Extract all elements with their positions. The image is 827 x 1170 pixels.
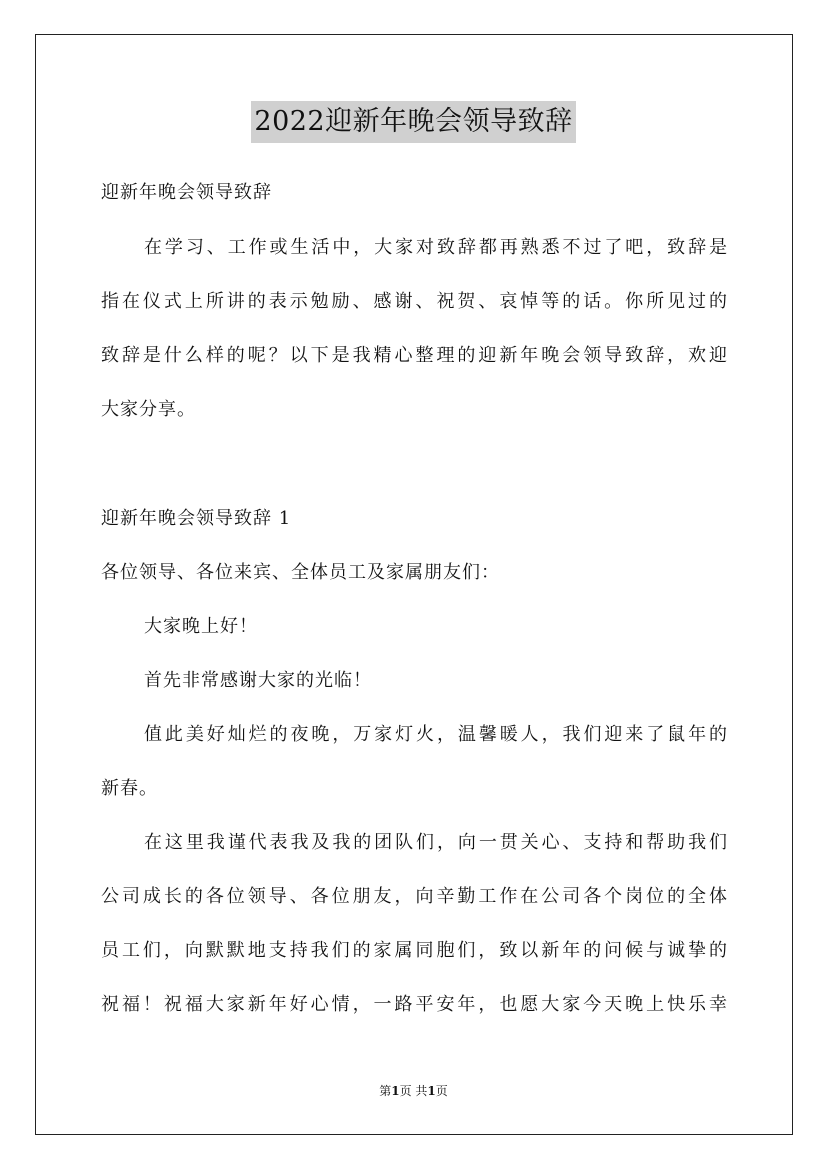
title-container xyxy=(0,101,827,143)
footer-current-page: 1 xyxy=(391,1084,400,1098)
footer-page-mid: 页 共 xyxy=(399,1084,428,1098)
greeting: 大家晚上好！ xyxy=(144,616,258,637)
subtitle: 迎新年晚会领导致辞 xyxy=(101,182,272,203)
footer-page-prefix: 第 xyxy=(379,1084,392,1098)
salutation: 各位领导、各位来宾、全体员工及家属朋友们： xyxy=(101,562,500,583)
thanks-line: 首先非常感谢大家的光临！ xyxy=(144,670,372,691)
document-title: 2022迎新年晚会领导致辞 xyxy=(251,101,575,143)
footer-total-pages: 1 xyxy=(427,1084,436,1098)
paragraph-2-line-4: 祝福！祝福大家新年好心情，一路平安年，也愿大家今天晚上快乐幸 xyxy=(101,994,727,1015)
intro-line-4: 大家分享。 xyxy=(101,399,196,420)
paragraph-2-line-2: 公司成长的各位领导、各位朋友，向辛勤工作在公司各个岗位的全体 xyxy=(101,886,727,907)
paragraph-1-line-1: 值此美好灿烂的夜晚，万家灯火，温馨暖人，我们迎来了鼠年的 xyxy=(144,724,727,745)
intro-line-2: 指在仪式上所讲的表示勉励、感谢、祝贺、哀悼等的话。你所见过的 xyxy=(101,291,727,312)
paragraph-2-line-1: 在这里我谨代表我及我的团队们，向一贯关心、支持和帮助我们 xyxy=(144,832,727,853)
page-footer xyxy=(0,1083,827,1099)
footer-page-suffix: 页 xyxy=(435,1084,448,1098)
paragraph-2-line-3: 员工们，向默默地支持我们的家属同胞们，致以新年的问候与诚挚的 xyxy=(101,940,727,961)
paragraph-1-line-2: 新春。 xyxy=(101,778,158,799)
section-heading: 迎新年晚会领导致辞 1 xyxy=(101,508,292,529)
intro-line-1: 在学习、工作或生活中，大家对致辞都再熟悉不过了吧，致辞是 xyxy=(144,237,727,258)
intro-line-3: 致辞是什么样的呢？以下是我精心整理的迎新年晚会领导致辞，欢迎 xyxy=(101,345,727,366)
